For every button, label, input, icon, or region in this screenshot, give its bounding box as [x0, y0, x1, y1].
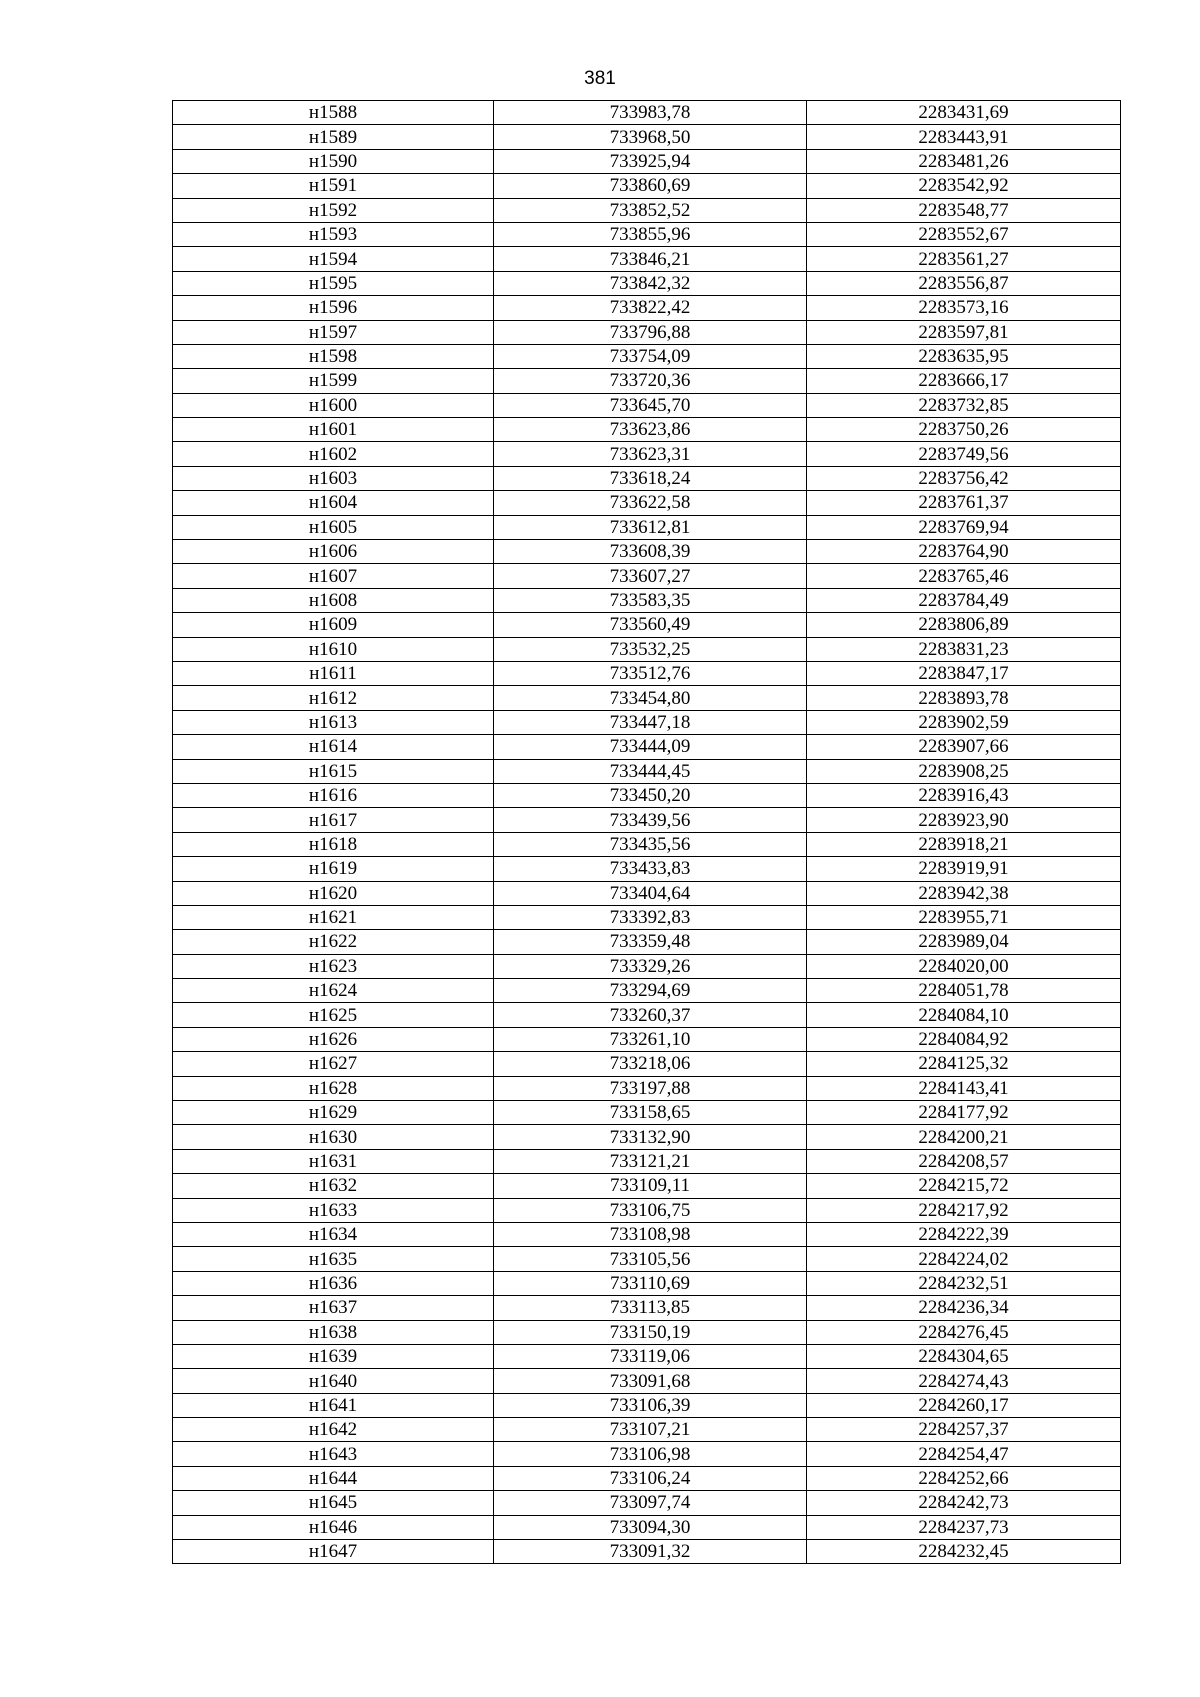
table-row [173, 1101, 1121, 1125]
table-row [173, 710, 1121, 734]
point-id-cell: н1614 [173, 735, 494, 759]
y-coordinate-cell: 2283481,26 [807, 149, 1121, 173]
table-row [173, 1515, 1121, 1539]
point-id-cell: н1631 [173, 1149, 494, 1173]
y-coordinate-cell: 2283542,92 [807, 174, 1121, 198]
y-coordinate-cell: 2283847,17 [807, 661, 1121, 685]
x-coordinate-cell: 733583,35 [494, 588, 807, 612]
table-row [173, 222, 1121, 246]
x-coordinate-cell: 733106,75 [494, 1198, 807, 1222]
y-coordinate-cell: 2283749,56 [807, 442, 1121, 466]
table-row [173, 1052, 1121, 1076]
table-row [173, 1466, 1121, 1490]
point-id-cell: н1624 [173, 979, 494, 1003]
point-id-cell: н1645 [173, 1491, 494, 1515]
table-row [173, 1149, 1121, 1173]
point-id-cell: н1638 [173, 1320, 494, 1344]
coordinates-table [172, 100, 1121, 1564]
x-coordinate-cell: 733197,88 [494, 1076, 807, 1100]
y-coordinate-cell: 2283666,17 [807, 369, 1121, 393]
y-coordinate-cell: 2283918,21 [807, 832, 1121, 856]
x-coordinate-cell: 733754,09 [494, 344, 807, 368]
table-row [173, 1344, 1121, 1368]
point-id-cell: н1620 [173, 881, 494, 905]
table-row [173, 466, 1121, 490]
y-coordinate-cell: 2284254,47 [807, 1442, 1121, 1466]
y-coordinate-cell: 2284260,17 [807, 1393, 1121, 1417]
table-row [173, 808, 1121, 832]
point-id-cell: н1639 [173, 1344, 494, 1368]
y-coordinate-cell: 2284084,92 [807, 1027, 1121, 1051]
point-id-cell: н1596 [173, 296, 494, 320]
y-coordinate-cell: 2284304,65 [807, 1344, 1121, 1368]
table-row [173, 320, 1121, 344]
point-id-cell: н1602 [173, 442, 494, 466]
table-row [173, 588, 1121, 612]
table-row [173, 930, 1121, 954]
point-id-cell: н1611 [173, 661, 494, 685]
point-id-cell: н1591 [173, 174, 494, 198]
y-coordinate-cell: 2284200,21 [807, 1125, 1121, 1149]
table-row [173, 540, 1121, 564]
point-id-cell: н1603 [173, 466, 494, 490]
y-coordinate-cell: 2283732,85 [807, 393, 1121, 417]
point-id-cell: н1608 [173, 588, 494, 612]
table-row [173, 1442, 1121, 1466]
y-coordinate-cell: 2284020,00 [807, 954, 1121, 978]
table-row [173, 686, 1121, 710]
point-id-cell: н1623 [173, 954, 494, 978]
x-coordinate-cell: 733107,21 [494, 1418, 807, 1442]
point-id-cell: н1609 [173, 613, 494, 637]
x-coordinate-cell: 733119,06 [494, 1344, 807, 1368]
table-row [173, 1125, 1121, 1149]
table-row [173, 832, 1121, 856]
x-coordinate-cell: 733622,58 [494, 491, 807, 515]
y-coordinate-cell: 2283443,91 [807, 125, 1121, 149]
y-coordinate-cell: 2283769,94 [807, 515, 1121, 539]
x-coordinate-cell: 733447,18 [494, 710, 807, 734]
table-row [173, 125, 1121, 149]
point-id-cell: н1593 [173, 222, 494, 246]
y-coordinate-cell: 2283756,42 [807, 466, 1121, 490]
table-row [173, 442, 1121, 466]
point-id-cell: н1621 [173, 905, 494, 929]
y-coordinate-cell: 2283561,27 [807, 247, 1121, 271]
x-coordinate-cell: 733097,74 [494, 1491, 807, 1515]
y-coordinate-cell: 2284276,45 [807, 1320, 1121, 1344]
table-row [173, 1247, 1121, 1271]
y-coordinate-cell: 2283916,43 [807, 783, 1121, 807]
point-id-cell: н1627 [173, 1052, 494, 1076]
x-coordinate-cell: 733392,83 [494, 905, 807, 929]
x-coordinate-cell: 733444,45 [494, 759, 807, 783]
x-coordinate-cell: 733822,42 [494, 296, 807, 320]
point-id-cell: н1604 [173, 491, 494, 515]
x-coordinate-cell: 733294,69 [494, 979, 807, 1003]
point-id-cell: н1601 [173, 418, 494, 442]
point-id-cell: н1615 [173, 759, 494, 783]
y-coordinate-cell: 2283893,78 [807, 686, 1121, 710]
x-coordinate-cell: 733261,10 [494, 1027, 807, 1051]
table-row [173, 149, 1121, 173]
y-coordinate-cell: 2284177,92 [807, 1101, 1121, 1125]
y-coordinate-cell: 2283431,69 [807, 101, 1121, 125]
table-row [173, 613, 1121, 637]
table-row [173, 1198, 1121, 1222]
y-coordinate-cell: 2283750,26 [807, 418, 1121, 442]
table-row [173, 296, 1121, 320]
table-row [173, 515, 1121, 539]
y-coordinate-cell: 2284236,34 [807, 1296, 1121, 1320]
table-row [173, 198, 1121, 222]
y-coordinate-cell: 2284143,41 [807, 1076, 1121, 1100]
table-row [173, 759, 1121, 783]
point-id-cell: н1643 [173, 1442, 494, 1466]
x-coordinate-cell: 733109,11 [494, 1174, 807, 1198]
y-coordinate-cell: 2283635,95 [807, 344, 1121, 368]
x-coordinate-cell: 733796,88 [494, 320, 807, 344]
x-coordinate-cell: 733623,31 [494, 442, 807, 466]
y-coordinate-cell: 2283764,90 [807, 540, 1121, 564]
point-id-cell: н1595 [173, 271, 494, 295]
table-row [173, 1027, 1121, 1051]
table-row [173, 1418, 1121, 1442]
y-coordinate-cell: 2284232,51 [807, 1271, 1121, 1295]
y-coordinate-cell: 2283806,89 [807, 613, 1121, 637]
y-coordinate-cell: 2283548,77 [807, 198, 1121, 222]
y-coordinate-cell: 2283552,67 [807, 222, 1121, 246]
point-id-cell: н1606 [173, 540, 494, 564]
point-id-cell: н1607 [173, 564, 494, 588]
x-coordinate-cell: 733121,21 [494, 1149, 807, 1173]
table-row [173, 661, 1121, 685]
table-row [173, 1003, 1121, 1027]
y-coordinate-cell: 2284222,39 [807, 1222, 1121, 1246]
y-coordinate-cell: 2284232,45 [807, 1540, 1121, 1564]
y-coordinate-cell: 2284084,10 [807, 1003, 1121, 1027]
table-row [173, 637, 1121, 661]
y-coordinate-cell: 2283765,46 [807, 564, 1121, 588]
y-coordinate-cell: 2283919,91 [807, 857, 1121, 881]
y-coordinate-cell: 2283573,16 [807, 296, 1121, 320]
table-row [173, 857, 1121, 881]
x-coordinate-cell: 733218,06 [494, 1052, 807, 1076]
x-coordinate-cell: 733329,26 [494, 954, 807, 978]
point-id-cell: н1598 [173, 344, 494, 368]
table-row [173, 393, 1121, 417]
x-coordinate-cell: 733532,25 [494, 637, 807, 661]
point-id-cell: н1589 [173, 125, 494, 149]
point-id-cell: н1644 [173, 1466, 494, 1490]
table-row [173, 174, 1121, 198]
x-coordinate-cell: 733439,56 [494, 808, 807, 832]
x-coordinate-cell: 733842,32 [494, 271, 807, 295]
table-row [173, 1491, 1121, 1515]
point-id-cell: н1626 [173, 1027, 494, 1051]
y-coordinate-cell: 2284125,32 [807, 1052, 1121, 1076]
table-row [173, 1540, 1121, 1564]
x-coordinate-cell: 733091,68 [494, 1369, 807, 1393]
point-id-cell: н1588 [173, 101, 494, 125]
x-coordinate-cell: 733359,48 [494, 930, 807, 954]
x-coordinate-cell: 733608,39 [494, 540, 807, 564]
x-coordinate-cell: 733260,37 [494, 1003, 807, 1027]
point-id-cell: н1600 [173, 393, 494, 417]
point-id-cell: н1625 [173, 1003, 494, 1027]
y-coordinate-cell: 2283784,49 [807, 588, 1121, 612]
point-id-cell: н1622 [173, 930, 494, 954]
x-coordinate-cell: 733645,70 [494, 393, 807, 417]
point-id-cell: н1619 [173, 857, 494, 881]
point-id-cell: н1635 [173, 1247, 494, 1271]
table-row [173, 954, 1121, 978]
y-coordinate-cell: 2283989,04 [807, 930, 1121, 954]
table-row [173, 271, 1121, 295]
table-row [173, 881, 1121, 905]
point-id-cell: н1634 [173, 1222, 494, 1246]
x-coordinate-cell: 733623,86 [494, 418, 807, 442]
x-coordinate-cell: 733607,27 [494, 564, 807, 588]
y-coordinate-cell: 2284257,37 [807, 1418, 1121, 1442]
y-coordinate-cell: 2283761,37 [807, 491, 1121, 515]
table-row [173, 344, 1121, 368]
table-row [173, 1174, 1121, 1198]
point-id-cell: н1612 [173, 686, 494, 710]
x-coordinate-cell: 733444,09 [494, 735, 807, 759]
x-coordinate-cell: 733560,49 [494, 613, 807, 637]
x-coordinate-cell: 733435,56 [494, 832, 807, 856]
x-coordinate-cell: 733846,21 [494, 247, 807, 271]
y-coordinate-cell: 2284051,78 [807, 979, 1121, 1003]
y-coordinate-cell: 2283908,25 [807, 759, 1121, 783]
point-id-cell: н1640 [173, 1369, 494, 1393]
point-id-cell: н1628 [173, 1076, 494, 1100]
x-coordinate-cell: 733450,20 [494, 783, 807, 807]
point-id-cell: н1647 [173, 1540, 494, 1564]
coordinates-table-body [173, 101, 1121, 1564]
table-row [173, 1271, 1121, 1295]
x-coordinate-cell: 733158,65 [494, 1101, 807, 1125]
table-row [173, 783, 1121, 807]
y-coordinate-cell: 2283556,87 [807, 271, 1121, 295]
point-id-cell: н1646 [173, 1515, 494, 1539]
x-coordinate-cell: 733150,19 [494, 1320, 807, 1344]
y-coordinate-cell: 2284237,73 [807, 1515, 1121, 1539]
point-id-cell: н1616 [173, 783, 494, 807]
x-coordinate-cell: 733404,64 [494, 881, 807, 905]
x-coordinate-cell: 733106,24 [494, 1466, 807, 1490]
point-id-cell: н1642 [173, 1418, 494, 1442]
table-row [173, 1222, 1121, 1246]
x-coordinate-cell: 733106,98 [494, 1442, 807, 1466]
y-coordinate-cell: 2283902,59 [807, 710, 1121, 734]
point-id-cell: н1605 [173, 515, 494, 539]
table-row [173, 1369, 1121, 1393]
y-coordinate-cell: 2283831,23 [807, 637, 1121, 661]
point-id-cell: н1592 [173, 198, 494, 222]
x-coordinate-cell: 733108,98 [494, 1222, 807, 1246]
x-coordinate-cell: 733110,69 [494, 1271, 807, 1295]
point-id-cell: н1599 [173, 369, 494, 393]
x-coordinate-cell: 733720,36 [494, 369, 807, 393]
x-coordinate-cell: 733852,52 [494, 198, 807, 222]
x-coordinate-cell: 733983,78 [494, 101, 807, 125]
x-coordinate-cell: 733094,30 [494, 1515, 807, 1539]
y-coordinate-cell: 2284208,57 [807, 1149, 1121, 1173]
x-coordinate-cell: 733860,69 [494, 174, 807, 198]
x-coordinate-cell: 733433,83 [494, 857, 807, 881]
y-coordinate-cell: 2283955,71 [807, 905, 1121, 929]
point-id-cell: н1641 [173, 1393, 494, 1417]
point-id-cell: н1610 [173, 637, 494, 661]
point-id-cell: н1637 [173, 1296, 494, 1320]
y-coordinate-cell: 2284252,66 [807, 1466, 1121, 1490]
table-row [173, 369, 1121, 393]
table-row [173, 418, 1121, 442]
table-row [173, 979, 1121, 1003]
x-coordinate-cell: 733968,50 [494, 125, 807, 149]
table-row [173, 1320, 1121, 1344]
y-coordinate-cell: 2284215,72 [807, 1174, 1121, 1198]
x-coordinate-cell: 733855,96 [494, 222, 807, 246]
x-coordinate-cell: 733105,56 [494, 1247, 807, 1271]
point-id-cell: н1636 [173, 1271, 494, 1295]
table-row [173, 735, 1121, 759]
x-coordinate-cell: 733618,24 [494, 466, 807, 490]
table-row [173, 1393, 1121, 1417]
y-coordinate-cell: 2283597,81 [807, 320, 1121, 344]
x-coordinate-cell: 733113,85 [494, 1296, 807, 1320]
point-id-cell: н1633 [173, 1198, 494, 1222]
y-coordinate-cell: 2283923,90 [807, 808, 1121, 832]
table-row [173, 905, 1121, 929]
table-row [173, 491, 1121, 515]
x-coordinate-cell: 733106,39 [494, 1393, 807, 1417]
page-number: 381 [584, 68, 616, 89]
table-row [173, 1076, 1121, 1100]
table-row [173, 247, 1121, 271]
point-id-cell: н1594 [173, 247, 494, 271]
table-row [173, 101, 1121, 125]
y-coordinate-cell: 2284224,02 [807, 1247, 1121, 1271]
point-id-cell: н1590 [173, 149, 494, 173]
x-coordinate-cell: 733512,76 [494, 661, 807, 685]
table-row [173, 564, 1121, 588]
x-coordinate-cell: 733454,80 [494, 686, 807, 710]
point-id-cell: н1597 [173, 320, 494, 344]
x-coordinate-cell: 733612,81 [494, 515, 807, 539]
point-id-cell: н1632 [173, 1174, 494, 1198]
x-coordinate-cell: 733091,32 [494, 1540, 807, 1564]
y-coordinate-cell: 2284242,73 [807, 1491, 1121, 1515]
point-id-cell: н1629 [173, 1101, 494, 1125]
point-id-cell: н1617 [173, 808, 494, 832]
y-coordinate-cell: 2283907,66 [807, 735, 1121, 759]
y-coordinate-cell: 2284217,92 [807, 1198, 1121, 1222]
point-id-cell: н1618 [173, 832, 494, 856]
x-coordinate-cell: 733132,90 [494, 1125, 807, 1149]
y-coordinate-cell: 2284274,43 [807, 1369, 1121, 1393]
x-coordinate-cell: 733925,94 [494, 149, 807, 173]
y-coordinate-cell: 2283942,38 [807, 881, 1121, 905]
point-id-cell: н1613 [173, 710, 494, 734]
point-id-cell: н1630 [173, 1125, 494, 1149]
table-row [173, 1296, 1121, 1320]
